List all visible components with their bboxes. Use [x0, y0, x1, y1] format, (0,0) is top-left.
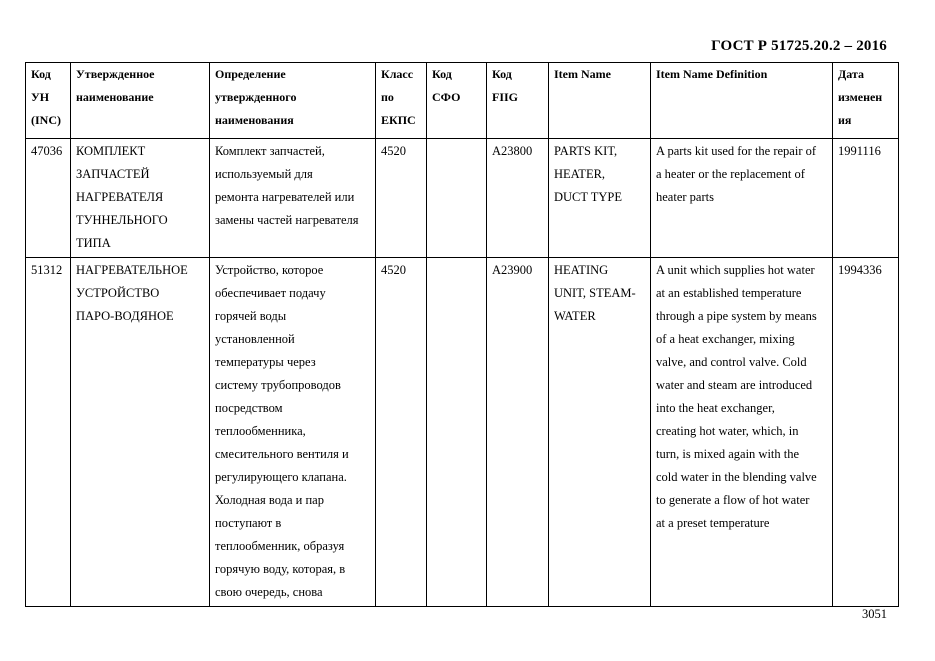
- header-line: Item Name Definition: [656, 67, 768, 81]
- text-line: ЗАПЧАСТЕЙ: [76, 167, 150, 181]
- text-line: используемый для: [215, 167, 313, 181]
- header-inc: [26, 63, 71, 139]
- cell-inc: 47036: [26, 139, 71, 258]
- text-line: to generate a flow of hot water: [656, 493, 810, 507]
- text-line: посредством: [215, 401, 283, 415]
- text-line: замены частей нагревателя: [215, 213, 359, 227]
- text-line: ремонта нагревателей или: [215, 190, 355, 204]
- text-line: heater parts: [656, 190, 714, 204]
- header-line: Код: [432, 67, 452, 81]
- text-line: HEATER,: [554, 167, 606, 181]
- table-row: [26, 139, 899, 258]
- header-line: наименование: [76, 90, 154, 104]
- text-line: ТИПА: [76, 236, 111, 250]
- cell-item-name: [549, 139, 651, 258]
- text-line: at a preset temperature: [656, 516, 770, 530]
- text-line: HEATING: [554, 263, 609, 277]
- text-line: A unit which supplies hot water: [656, 263, 815, 277]
- cell-date: 1994336: [833, 258, 899, 607]
- text-line: a heater or the replacement of: [656, 167, 805, 181]
- header-fiig: [487, 63, 549, 139]
- header-line: FIIG: [492, 90, 519, 104]
- text-line: WATER: [554, 309, 596, 323]
- header-line: СФО: [432, 90, 461, 104]
- header-sfo: [427, 63, 487, 139]
- catalog-table: [25, 62, 899, 607]
- cell-definition: [210, 139, 376, 258]
- header-approved-name: [71, 63, 210, 139]
- text-line: температуры через: [215, 355, 316, 369]
- cell-item-name-definition: [651, 139, 833, 258]
- text-line: НАГРЕВАТЕЛЯ: [76, 190, 164, 204]
- header-line: Класс: [381, 67, 414, 81]
- cell-date: 1991116: [833, 139, 899, 258]
- header-line: Item Name: [554, 67, 611, 81]
- text-line: теплообменника,: [215, 424, 306, 438]
- cell-fiig: A23900: [487, 258, 549, 607]
- text-line: регулирующего клапана.: [215, 470, 347, 484]
- cell-approved-name: [71, 139, 210, 258]
- text-line: обеспечивает подачу: [215, 286, 326, 300]
- header-date: [833, 63, 899, 139]
- cell-sfo: [427, 139, 487, 258]
- header-line: Утвержденное: [76, 67, 155, 81]
- text-line: горячей воды: [215, 309, 287, 323]
- header-line: Определение: [215, 67, 286, 81]
- cell-class: 4520: [376, 139, 427, 258]
- text-line: НАГРЕВАТЕЛЬНОЕ: [76, 263, 188, 277]
- text-line: valve, and control valve. Cold: [656, 355, 807, 369]
- cell-item-name-definition: [651, 258, 833, 607]
- text-line: water and steam are introduced: [656, 378, 813, 392]
- header-definition: [210, 63, 376, 139]
- text-line: at an established temperature: [656, 286, 802, 300]
- text-line: through a pipe system by means: [656, 309, 817, 323]
- page-number: 3051: [862, 607, 887, 621]
- cell-inc: 51312: [26, 258, 71, 607]
- text-line: поступают в: [215, 516, 282, 530]
- cell-approved-name: [71, 258, 210, 607]
- header-item-name: [549, 63, 651, 139]
- text-line: Холодная вода и пар: [215, 493, 324, 507]
- header-line: наименования: [215, 113, 294, 127]
- text-line: горячую воду, которая, в: [215, 562, 346, 576]
- header-line: (INC): [31, 113, 61, 127]
- text-line: creating hot water, which, in: [656, 424, 799, 438]
- cell-definition: [210, 258, 376, 607]
- text-line: теплообменник, образуя: [215, 539, 345, 553]
- header-line: по: [381, 90, 394, 104]
- header-line: ия: [838, 113, 852, 127]
- text-line: Комплект запчастей,: [215, 144, 325, 158]
- text-line: смесительного вентиля и: [215, 447, 349, 461]
- text-line: установленной: [215, 332, 295, 346]
- cell-fiig: A23800: [487, 139, 549, 258]
- cell-class: 4520: [376, 258, 427, 607]
- text-line: УСТРОЙСТВО: [76, 286, 160, 300]
- text-line: ТУННЕЛЬНОГО: [76, 213, 168, 227]
- table-row: [26, 258, 899, 607]
- text-line: ПАРО-ВОДЯНОЕ: [76, 309, 174, 323]
- header-line: Код: [492, 67, 512, 81]
- text-line: of a heat exchanger, mixing: [656, 332, 795, 346]
- text-line: turn, is mixed again with the: [656, 447, 800, 461]
- header-line: Дата: [838, 67, 864, 81]
- text-line: into the heat exchanger,: [656, 401, 775, 415]
- header-line: утвержденного: [215, 90, 297, 104]
- text-line: систему трубопроводов: [215, 378, 341, 392]
- text-line: свою очередь, снова: [215, 585, 323, 599]
- table-header-row: [26, 63, 899, 139]
- header-class: [376, 63, 427, 139]
- header-item-name-definition: [651, 63, 833, 139]
- header-line: УН: [31, 90, 50, 104]
- cell-sfo: [427, 258, 487, 607]
- header-line: изменен: [838, 90, 883, 104]
- text-line: PARTS KIT,: [554, 144, 618, 158]
- text-line: Устройство, которое: [215, 263, 324, 277]
- text-line: A parts kit used for the repair of: [656, 144, 817, 158]
- text-line: UNIT, STEAM-: [554, 286, 636, 300]
- document-standard-header: ГОСТ Р 51725.20.2 – 2016: [711, 38, 887, 54]
- text-line: DUCT TYPE: [554, 190, 622, 204]
- text-line: КОМПЛЕКТ: [76, 144, 146, 158]
- cell-item-name: [549, 258, 651, 607]
- text-line: cold water in the blending valve: [656, 470, 817, 484]
- header-line: ЕКПС: [381, 113, 416, 127]
- header-line: Код: [31, 67, 51, 81]
